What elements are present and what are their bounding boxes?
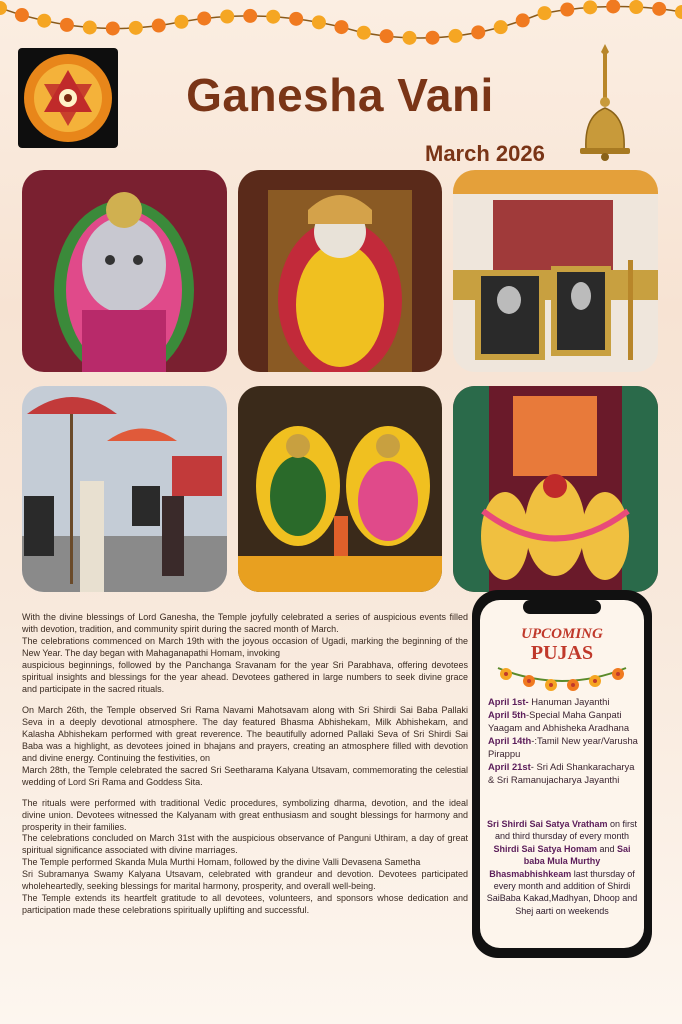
ganesha-idol-image	[22, 170, 227, 372]
marigold-flower	[403, 31, 417, 45]
upcoming-pujas-phone-frame	[472, 590, 652, 958]
marigold-flower	[334, 20, 348, 34]
sita-rama-kalyanam-photo	[238, 386, 442, 592]
event-item	[488, 735, 638, 761]
schedule-text: and	[597, 843, 618, 854]
pallaki-procession-photo	[22, 386, 227, 592]
recurring-schedule	[486, 818, 638, 917]
marigold-flower	[15, 8, 29, 22]
event-date: April 14th	[488, 734, 532, 746]
sai-baba-idol-image	[238, 170, 442, 372]
marigold-flower	[197, 11, 211, 25]
temple-altar-image	[453, 170, 658, 372]
marigold-flower	[380, 29, 394, 43]
event-date: April 21st	[488, 760, 531, 772]
marigold-flower	[174, 15, 188, 29]
marigold-flower	[560, 3, 574, 17]
marigold-flower	[426, 31, 440, 45]
phone-notch	[523, 600, 601, 614]
marigold-flower	[516, 13, 530, 27]
marigold-flower	[289, 12, 303, 26]
marigold-flower	[471, 25, 485, 39]
event-item	[488, 696, 638, 709]
marigold-flower	[675, 5, 682, 19]
schedule-text: on first and third thursday of every month	[494, 819, 638, 842]
schedule-title: Sri Shirdi Sai Satya Vratham	[486, 819, 608, 829]
event-date: April 5th	[488, 708, 527, 720]
temple-logo-icon	[22, 52, 114, 144]
marigold-flower	[494, 20, 508, 34]
marigold-flower	[60, 18, 74, 32]
article-paragraph: With the divine blessings of Lord Ganesha, the Temple joyfully celebrated a series of auspicious events filled with devotion, tradition, and community spirit during the sacred month of March. The celebrations commenced on March 19th with the joyous occasion of Ugadi, marking the beginning of the New Year. The day began with Mahaganapathi Homam, invoking auspicious beginnings, followed by the Panchanga Sravanam for the year Sri Parabhava, offering devotees spiritual insights and blessings for the year ahead. Devotees gathered in large numbers to seek divine grace and participate in the sacred rituals.	[22, 612, 468, 694]
newsletter-article	[22, 612, 468, 926]
temple-bell-icon	[570, 42, 640, 162]
marigold-flower	[0, 1, 7, 15]
marigold-flower	[266, 10, 280, 24]
event-item	[488, 709, 638, 735]
marigold-flowers-icon	[496, 664, 628, 692]
event-date: April 1st-	[488, 696, 529, 707]
marigold-flower	[220, 9, 234, 23]
sita-rama-kalyanam-image	[238, 386, 442, 592]
event-text: -:Tamil New year/Varusha Pirappu	[488, 734, 638, 759]
marigold-flower	[37, 14, 51, 28]
newsletter-month: March 2026	[425, 141, 545, 166]
event-text: Hanuman Jayanthi	[528, 696, 610, 707]
marigold-flower	[129, 21, 143, 35]
marigold-flower	[583, 0, 597, 14]
newsletter-title: Ganesha Vani	[186, 69, 494, 121]
marigold-flower	[243, 9, 257, 23]
marigold-flower	[106, 21, 120, 35]
event-text: -Special Maha Ganpati Yaagam and Abhisheka Aradhana	[488, 708, 630, 733]
schedule-text: last thursday of every month and addition of Shirdi SaiBaba Kakad,Madhyan, Dhoop and Shej aarti on weekends	[486, 868, 638, 916]
pallaki-procession-image	[22, 386, 227, 592]
event-text: - Sri Adi Shankaracharya & Sri Ramanujacharya Jayanthi	[488, 760, 635, 785]
ganesha-idol-photo	[22, 170, 227, 372]
temple-logo	[18, 48, 118, 148]
sai-baba-idol-photo	[238, 170, 442, 372]
marigold-flower	[357, 26, 371, 40]
schedule-title: Shirdi Sai Satya Homam	[493, 843, 597, 854]
upcoming-events-list	[488, 696, 638, 787]
marigold-flower	[449, 29, 463, 43]
article-paragraph: On March 26th, the Temple observed Sri Rama Navami Mahotsavam along with Sri Shirdi Sai Baba Pallaki Seva in a deeply devotional atmosphere. The day featured Bhasma Abhishekam, Milk Abhishekam, and Kalasha Abhishekam performed with great reverence. The beautifully adorned Pallaki Seva of Sri Shirdi Sai Baba was a highlight, as devotees joined in bhajans and prayers, creating an atmosphere filled with devotion and divine energy. Continuing the festivities, on March 28th, the Temple celebrated the sacred Sri Seetharama Kalyana Utsavam, commemorating the celestial wedding of Lord Sri Rama and Goddess Sita.	[22, 704, 468, 787]
marigold-flower	[652, 2, 666, 16]
upcoming-heading: UPCOMING	[521, 626, 603, 642]
temple-altar-photo	[453, 170, 658, 372]
marigold-flower	[629, 0, 643, 14]
marigold-flower	[83, 20, 97, 34]
marigold-flower	[312, 15, 326, 29]
article-paragraph: The rituals were performed with traditional Vedic procedures, symbolizing dharma, devotion, and the ideal divine union. Devotees witnessed the Kalyanam with great enthusiasm and sought blessings for harmony and prosperity in their families. The celebrations concluded on March 31st with the auspicious observance of Panguni Uthiram, a day of great spiritual significance associated with divine marriages. The Temple performed Skanda Mula Murthi Homam, followed by the divine Valli Devasena Sametha Sri Subramanya Swamy Kalyana Utsavam, celebrated with grandeur and devotion. Devotees participated wholeheartedly, seeking blessings for marital harmony, prosperity, and overall well-being. The Temple extends its heartfelt gratitude to all devotees, volunteers, and sponsors whose dedication and participation made these celebrations spiritually uplifting and successful.	[22, 797, 468, 916]
pujas-heading: PUJAS	[530, 642, 594, 664]
subramanya-kalyanam-photo	[453, 386, 658, 592]
schedule-title: Sai baba Mula Murthy Bhasmabhishkeam	[489, 843, 631, 879]
marigold-flower	[538, 6, 552, 20]
event-item	[488, 761, 638, 787]
upcoming-pujas-panel	[480, 600, 644, 948]
marigold-flower	[152, 19, 166, 33]
marigold-flower	[606, 0, 620, 13]
subramanya-kalyanam-image	[453, 386, 658, 592]
